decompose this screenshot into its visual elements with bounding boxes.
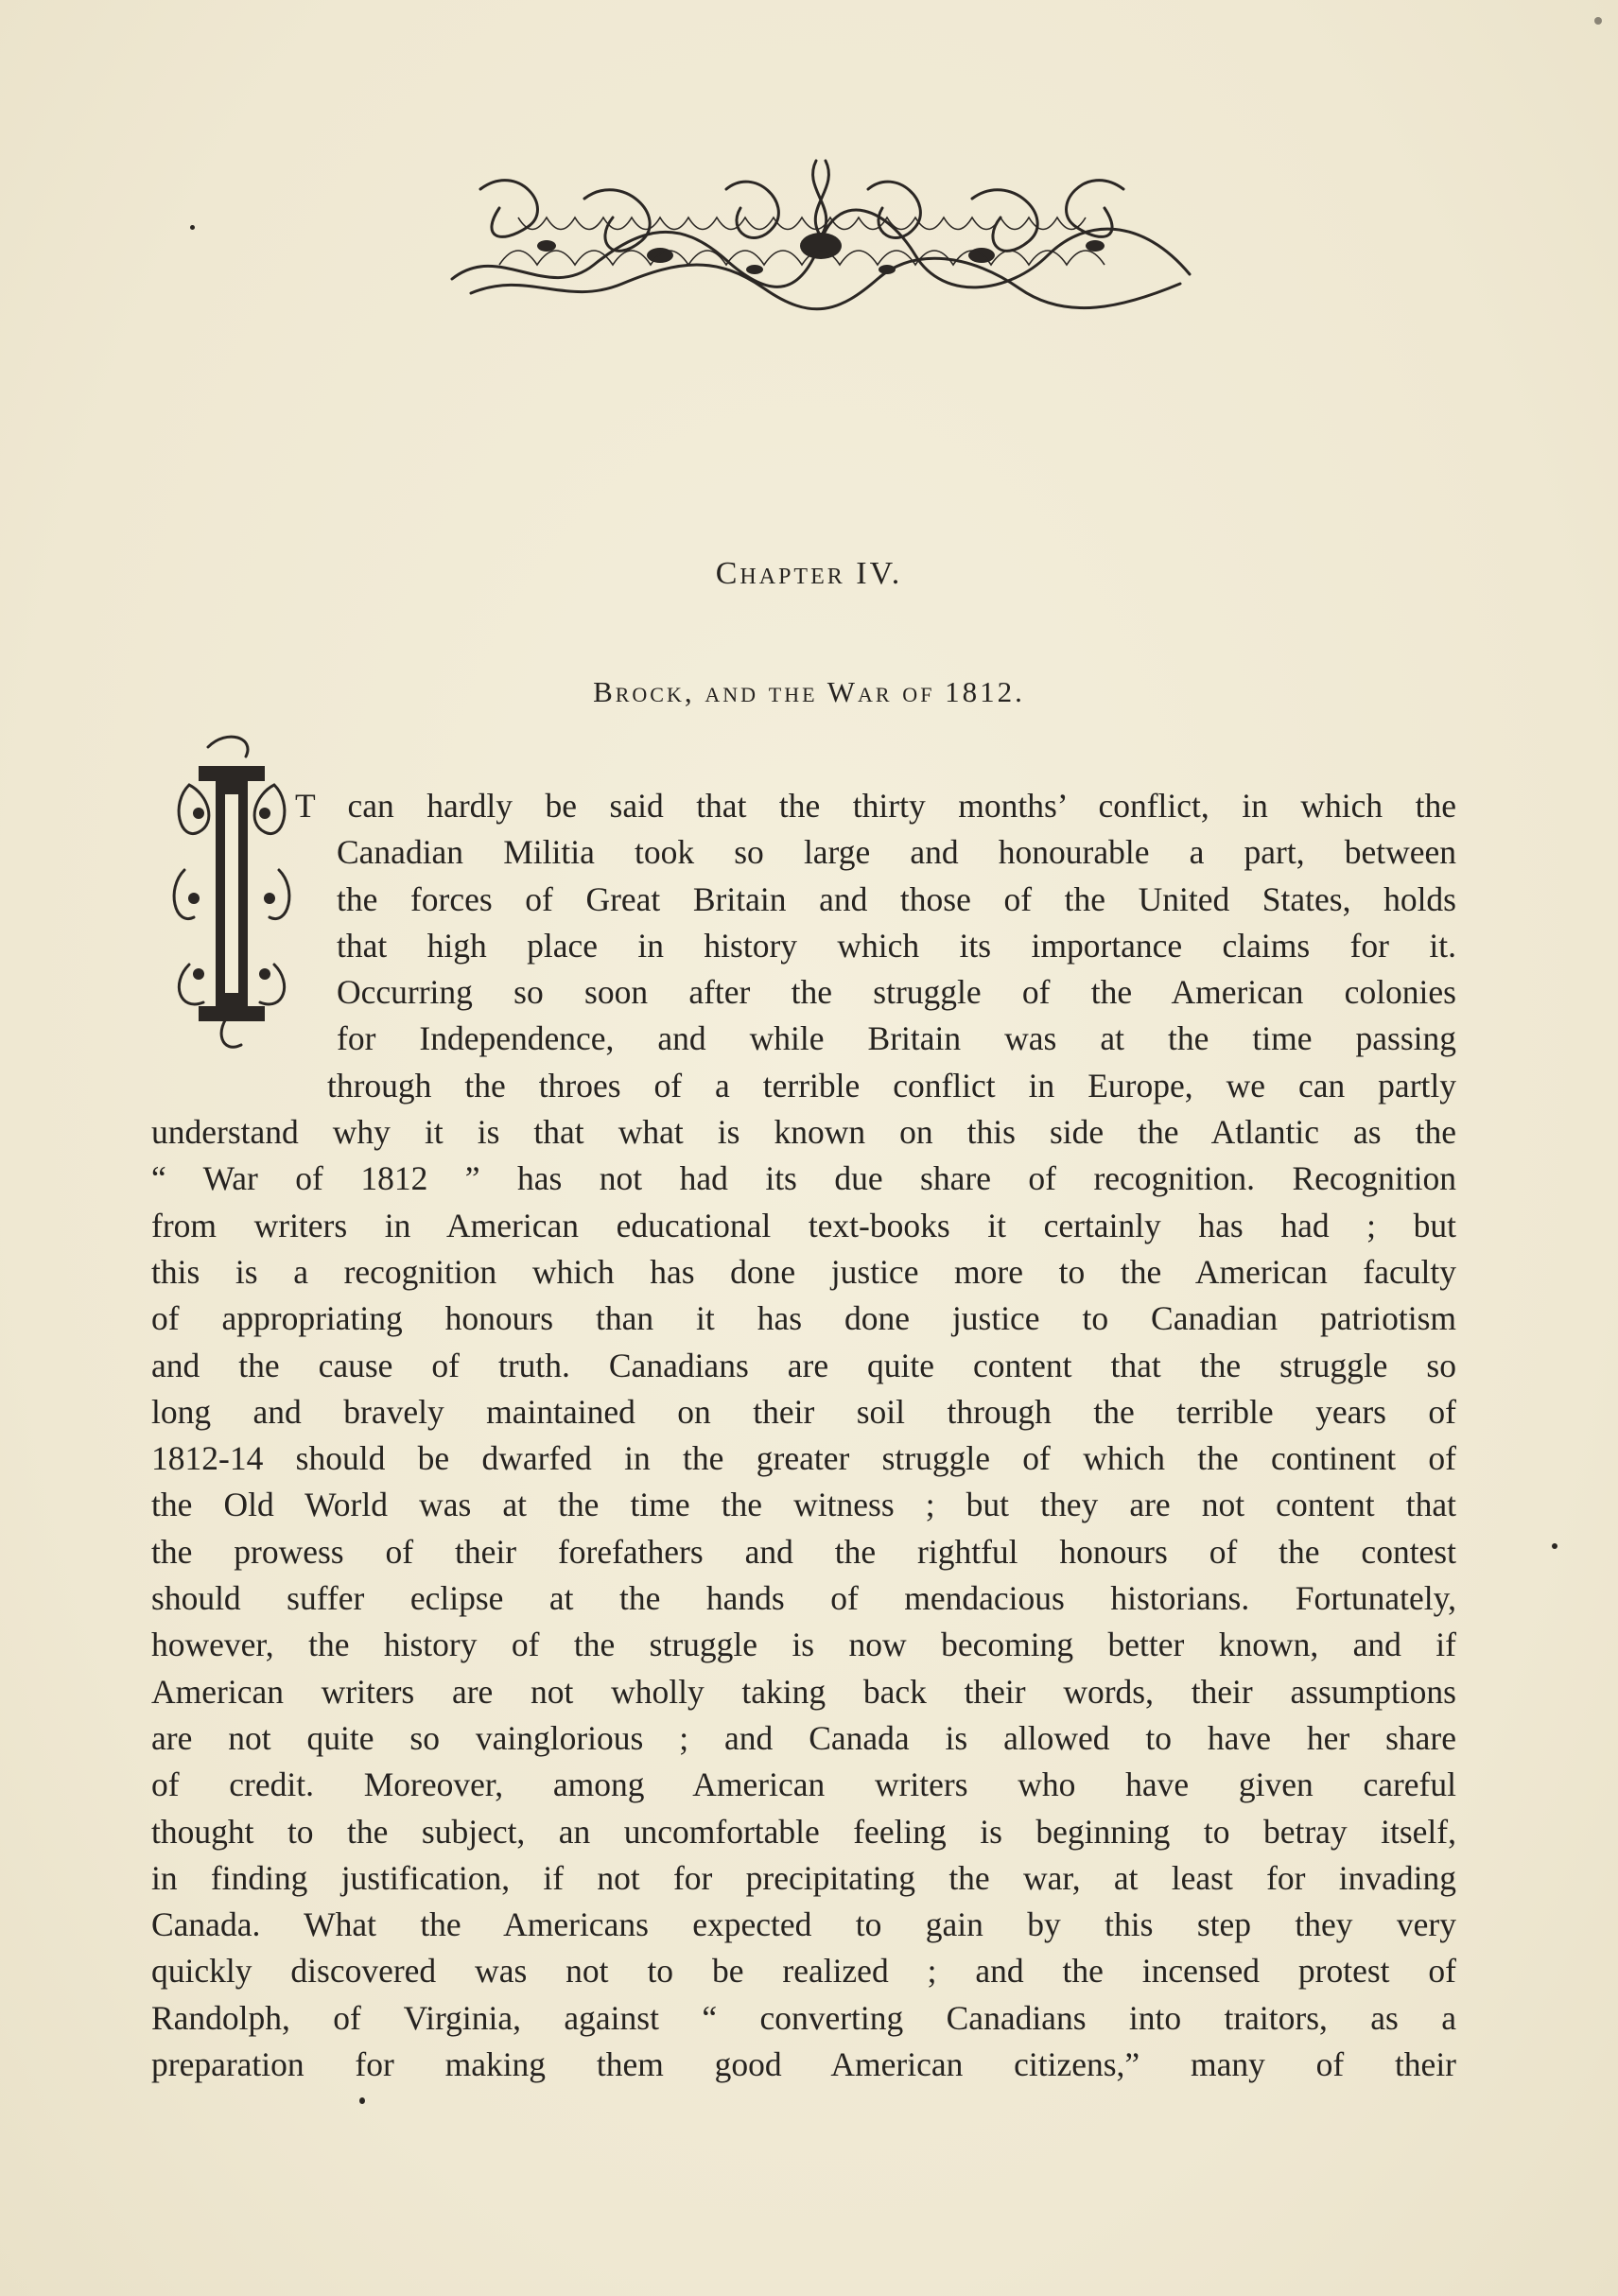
text-line: thought to the subject, an uncomfortable feeling is beginning to betray itself,	[151, 1812, 1456, 1851]
text-line: should suffer eclipse at the hands of mendacious historians. Fortunately,	[151, 1579, 1456, 1618]
text-line: preparation for making them good American citizens,” many of their	[151, 2045, 1456, 2084]
ink-speck	[359, 2097, 365, 2104]
text-line: however, the history of the struggle is now becoming better known, and if	[151, 1626, 1456, 1664]
text-line: T can hardly be said that the thirty months’ conflict, in which the	[295, 787, 1456, 825]
text-line: the prowess of their forefathers and the rightful honours of the contest	[151, 1532, 1456, 1571]
ornamental-headpiece	[443, 151, 1199, 317]
text-line: understand why it is that what is known on this side the Atlantic as the	[151, 1113, 1456, 1152]
text-line: from writers in American educational text-books it certainly has had ; but	[151, 1206, 1456, 1244]
text-line: the forces of Great Britain and those of the United States, holds	[337, 879, 1456, 918]
text-line: Canadian Militia took so large and honourable a part, between	[337, 833, 1456, 872]
text-line: of appropriating honours than it has done justice to Canadian patriotism	[151, 1299, 1456, 1338]
text-line: and the cause of truth. Canadians are quite content that the struggle so	[151, 1346, 1456, 1384]
chapter-body-text	[151, 783, 1456, 2088]
text-line: are not quite so vainglorious ; and Canada is allowed to have her share	[151, 1718, 1456, 1757]
text-line: in finding justification, if not for precipitating the war, at least for invading	[151, 1858, 1456, 1897]
text-line: this is a recognition which has done justice more to the American faculty	[151, 1252, 1456, 1291]
text-line: “ War of 1812 ” has not had its due share of recognition. Recognition	[151, 1159, 1456, 1198]
chapter-subtitle: Brock, and the War of 1812.	[593, 675, 1025, 708]
text-line: 1812-14 should be dwarfed in the greater struggle of which the continent of	[151, 1439, 1456, 1478]
ink-speck	[190, 225, 195, 230]
text-line: American writers are not wholly taking back their words, their assumptions	[151, 1672, 1456, 1711]
text-line: long and bravely maintained on their soil through the terrible years of	[151, 1392, 1456, 1431]
text-line: Canada. What the Americans expected to gain by this step they very	[151, 1905, 1456, 1944]
text-line: through the throes of a terrible conflict in Europe, we can partly	[327, 1066, 1456, 1105]
text-line: the Old World was at the time the witness ; but they are not content that	[151, 1486, 1456, 1524]
chapter-heading: Chapter IV.	[715, 556, 903, 591]
text-line: for Independence, and while Britain was at the time passing	[337, 1019, 1456, 1058]
ink-speck	[1594, 17, 1602, 25]
ink-speck	[1552, 1543, 1557, 1549]
text-line: Occurring so soon after the struggle of the American colonies	[337, 973, 1456, 1012]
text-line: quickly discovered was not to be realized ; and the incensed protest of	[151, 1952, 1456, 1991]
text-line: that high place in history which its importance claims for it.	[337, 926, 1456, 965]
text-line: of credit. Moreover, among American writers who have given careful	[151, 1765, 1456, 1804]
text-line: Randolph, of Virginia, against “ converting Canadians into traitors, as a	[151, 1998, 1456, 2037]
